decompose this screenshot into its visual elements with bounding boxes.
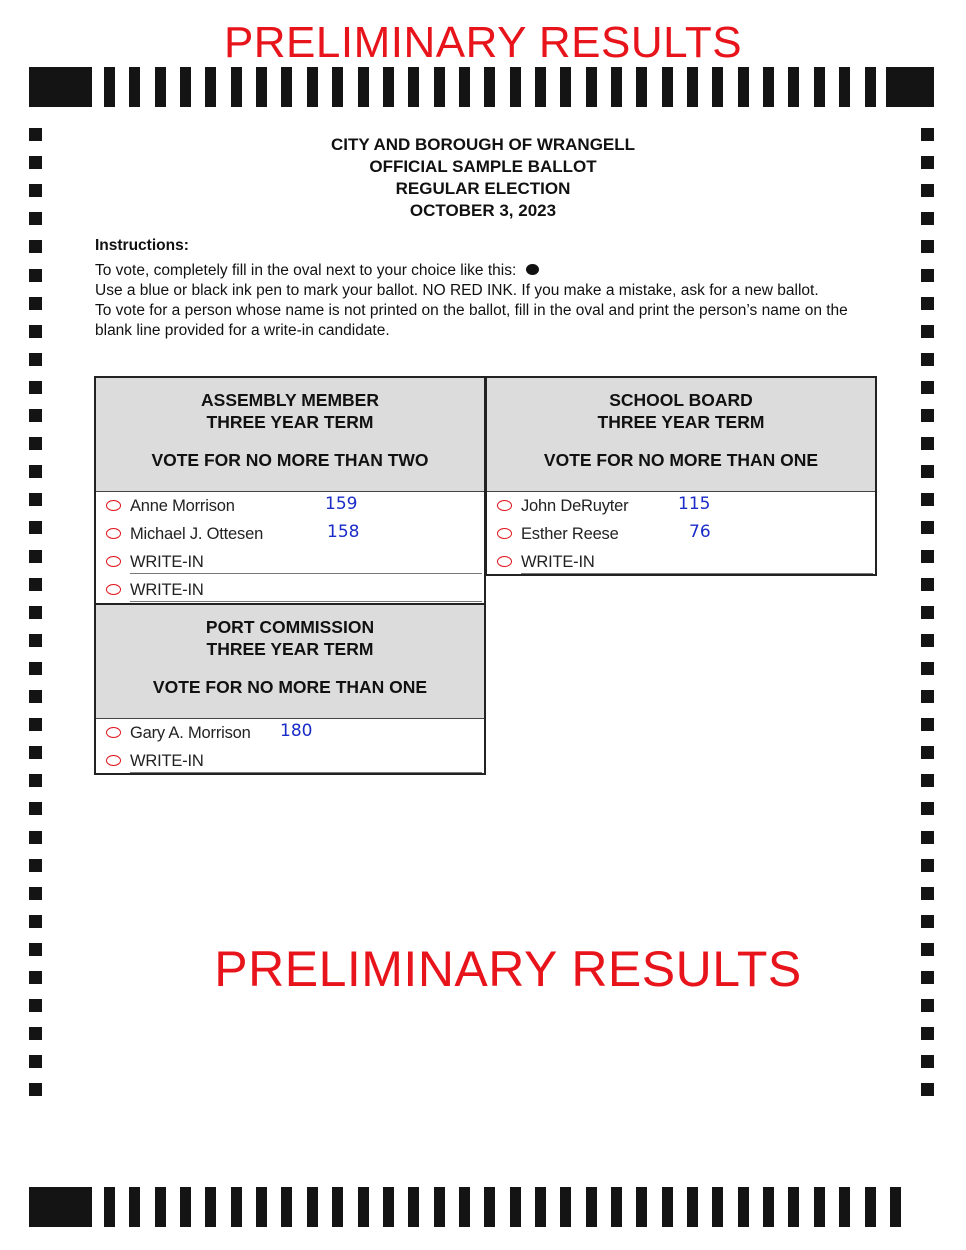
side-timing-mark [29,409,42,422]
side-timing-mark [29,718,42,731]
side-timing-mark [29,353,42,366]
side-timing-mark [29,437,42,450]
candidate-name: Gary A. Morrison [130,724,251,742]
side-timing-mark [921,831,934,844]
write-in-label: WRITE-IN [130,752,482,773]
write-in-row[interactable] [487,548,875,576]
header-election-date: OCTOBER 3, 2023 [409,201,557,220]
timing-mark [535,1187,546,1227]
timing-mark [865,67,876,107]
side-timing-mark [921,859,934,872]
side-timing-mark [29,297,42,310]
preliminary-results-stamp-top: PRELIMINARY RESULTS [223,18,743,67]
vote-count: 76 [689,522,711,542]
timing-marks-bottom [0,1187,966,1227]
timing-mark [180,1187,191,1227]
contest-header [487,378,875,492]
timing-mark [890,1187,901,1227]
timing-mark [459,67,470,107]
side-timing-mark [29,606,42,619]
timing-mark [484,67,495,107]
timing-mark [129,1187,140,1227]
instructions [95,236,855,341]
contest-title: PORT COMMISSION [205,617,375,637]
candidate-row[interactable] [96,492,484,520]
side-timing-mark [29,915,42,928]
side-timing-mark [29,859,42,872]
contest-term: THREE YEAR TERM [597,412,765,432]
vote-oval-icon[interactable] [497,556,512,567]
side-timing-mark [29,550,42,563]
side-timing-mark [29,746,42,759]
timing-mark [535,67,546,107]
side-timing-mark [29,690,42,703]
timing-mark [256,67,267,107]
timing-mark [484,1187,495,1227]
timing-mark [180,67,191,107]
candidate-row[interactable] [487,492,875,520]
timing-mark [155,67,166,107]
candidate-name: Esther Reese [521,525,619,543]
side-timing-mark [29,1027,42,1040]
timing-mark [205,1187,216,1227]
side-timing-mark [921,999,934,1012]
timing-mark [358,1187,369,1227]
vote-oval-icon[interactable] [106,556,121,567]
timing-mark [611,67,622,107]
side-timing-mark [921,634,934,647]
side-timing-mark [921,662,934,675]
timing-mark [383,67,394,107]
timing-mark [104,1187,115,1227]
contest-vote-instruction: VOTE FOR NO MORE THAN ONE [543,450,819,470]
timing-mark [763,67,774,107]
side-timing-mark [921,718,934,731]
timing-mark [231,1187,242,1227]
side-timing-mark [29,1055,42,1068]
header-ballot-type: OFFICIAL SAMPLE BALLOT [369,157,597,176]
vote-count: 115 [678,494,711,514]
timing-mark [129,67,140,107]
preliminary-results-stamp-bottom: PRELIMINARY RESULTS [214,941,802,997]
timing-mark [29,1187,92,1227]
side-timing-mark [921,325,934,338]
side-timing-mark [921,915,934,928]
vote-oval-icon[interactable] [497,528,512,539]
side-timing-mark [29,802,42,815]
timing-mark [839,67,850,107]
timing-mark [865,1187,876,1227]
timing-mark [459,1187,470,1227]
timing-mark [358,67,369,107]
header-jurisdiction: CITY AND BOROUGH OF WRANGELL [330,135,636,154]
candidate-row[interactable] [96,520,484,548]
candidate-name: John DeRuyter [521,497,629,515]
timing-mark [662,1187,673,1227]
side-timing-mark [29,887,42,900]
timing-mark [586,1187,597,1227]
timing-mark [788,1187,799,1227]
contest-term: THREE YEAR TERM [206,639,374,659]
side-timing-mark [921,409,934,422]
timing-mark [788,67,799,107]
side-timing-mark [29,465,42,478]
side-timing-mark [921,240,934,253]
side-timing-mark [921,1055,934,1068]
side-timing-mark [921,1027,934,1040]
timing-marks-top [0,67,966,107]
instructions-line-1-text: To vote, completely fill in the oval next to your choice like this: [95,262,517,279]
timing-mark [839,1187,850,1227]
contest-title: ASSEMBLY MEMBER [201,390,379,410]
side-timing-mark [29,831,42,844]
side-timing-mark [921,465,934,478]
side-timing-mark [921,606,934,619]
timing-mark [104,67,115,107]
side-timing-mark [921,690,934,703]
side-timing-mark [921,521,934,534]
timing-mark [814,1187,825,1227]
timing-mark [814,67,825,107]
candidate-name: Michael J. Ottesen [130,525,264,543]
contest-title: SCHOOL BOARD [609,390,753,410]
write-in-row[interactable] [96,576,484,604]
filled-oval-example-icon [526,264,539,275]
timing-mark [307,1187,318,1227]
vote-oval-icon[interactable] [106,755,121,766]
timing-mark [636,1187,647,1227]
side-timing-mark [921,774,934,787]
write-in-row[interactable] [96,747,484,775]
timing-mark [687,67,698,107]
timing-mark [256,1187,267,1227]
write-in-row[interactable] [96,548,484,576]
timing-mark [560,1187,571,1227]
side-timing-mark [921,887,934,900]
side-timing-mark [29,999,42,1012]
contest-term: THREE YEAR TERM [206,412,374,432]
contest-assembly-member [94,376,486,605]
timing-mark [205,67,216,107]
vote-oval-icon[interactable] [106,727,121,738]
vote-oval-icon[interactable] [106,584,121,595]
side-timing-mark [921,297,934,310]
side-timing-mark [29,381,42,394]
timing-mark [307,67,318,107]
side-timing-mark [921,746,934,759]
side-timing-mark [29,662,42,675]
candidate-row[interactable] [487,520,875,548]
instructions-line-3: To vote for a person whose name is not printed on the ballot, fill in the oval and print the person’s name on the blank line provided for a write-in candidate. [95,302,848,339]
side-timing-mark [29,634,42,647]
header-election-type: REGULAR ELECTION [395,179,571,198]
timing-mark [434,1187,445,1227]
contest-header [96,378,484,492]
write-in-label: WRITE-IN [130,581,482,602]
write-in-label: WRITE-IN [521,553,873,574]
vote-oval-icon[interactable] [106,500,121,511]
timing-mark [662,67,673,107]
vote-count: 159 [325,494,358,514]
contest-header [96,605,484,719]
timing-mark [687,1187,698,1227]
side-timing-mark [921,1083,934,1096]
timing-mark [281,67,292,107]
contest-vote-instruction: VOTE FOR NO MORE THAN ONE [152,677,428,697]
vote-count: 158 [327,522,360,542]
instructions-line-1 [95,261,855,281]
instructions-title: Instructions: [95,237,189,254]
timing-mark [510,1187,521,1227]
timing-mark [712,1187,723,1227]
side-timing-mark [29,240,42,253]
timing-mark [155,1187,166,1227]
timing-mark [510,67,521,107]
side-timing-mark [29,1083,42,1096]
timing-mark [383,1187,394,1227]
instructions-line-2: Use a blue or black ink pen to mark your ballot. NO RED INK. If you make a mistake, ask for a new ballot. [95,282,819,299]
side-timing-mark [921,578,934,591]
contest-school-board [485,376,877,576]
contest-port-commission [94,603,486,775]
side-timing-mark [29,578,42,591]
timing-mark [408,1187,419,1227]
timing-mark [29,67,92,107]
timing-mark [408,67,419,107]
side-timing-mark [29,493,42,506]
side-timing-mark [29,774,42,787]
side-timing-mark [921,269,934,282]
timing-mark [738,67,749,107]
timing-mark [636,67,647,107]
side-timing-mark [921,493,934,506]
timing-mark [712,67,723,107]
side-timing-mark [921,381,934,394]
timing-mark [586,67,597,107]
timing-mark [763,1187,774,1227]
side-timing-mark [921,550,934,563]
timing-mark [231,67,242,107]
timing-mark [560,67,571,107]
vote-count: 180 [280,721,313,741]
contest-vote-instruction: VOTE FOR NO MORE THAN TWO [151,450,429,470]
timing-mark [434,67,445,107]
side-timing-mark [921,353,934,366]
timing-mark [738,1187,749,1227]
ballot-header [0,134,966,222]
vote-oval-icon[interactable] [106,528,121,539]
side-timing-mark [29,325,42,338]
timing-mark [332,1187,343,1227]
timing-mark [611,1187,622,1227]
timing-mark [886,67,934,107]
timing-mark [332,67,343,107]
write-in-label: WRITE-IN [130,553,482,574]
side-timing-mark [921,802,934,815]
side-timing-mark [921,437,934,450]
timing-mark [281,1187,292,1227]
candidate-row[interactable] [96,719,484,747]
candidate-name: Anne Morrison [130,497,235,515]
side-timing-mark [29,521,42,534]
side-timing-mark [29,269,42,282]
vote-oval-icon[interactable] [497,500,512,511]
